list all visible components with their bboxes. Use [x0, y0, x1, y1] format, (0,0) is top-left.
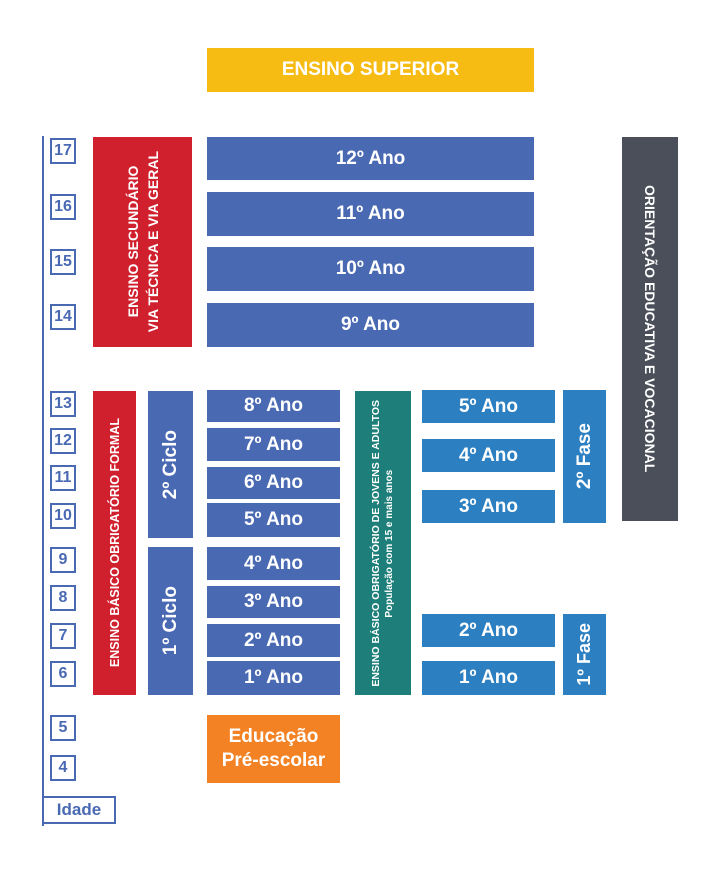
- fase-1-box: [563, 614, 606, 695]
- ensino-secundario-line1: ENSINO SECUNDÁRIO: [124, 166, 141, 318]
- basico-ano-2-label: 2º Ano: [243, 629, 303, 651]
- pre-escolar-line1: Educação: [228, 726, 319, 747]
- ensino-basico-formal-label: ENSINO BÁSICO OBRIGATÓRIO FORMAL: [107, 418, 122, 668]
- pre-escolar-line2: Pré-escolar: [221, 750, 326, 771]
- basico-ano-6-box: [207, 467, 340, 499]
- adultos-ano-3-label: 3º Ano: [458, 495, 518, 517]
- adultos-ano-2-box: [422, 614, 555, 647]
- ciclo-2-box: [148, 391, 193, 538]
- ciclo-1-box: [148, 547, 193, 695]
- pre-escolar-box: [207, 715, 340, 783]
- basico-ano-1-box: [207, 661, 340, 695]
- fase-2-label: 2º Fase: [573, 423, 595, 490]
- age-10: 10: [50, 503, 76, 529]
- age-8: 8: [50, 585, 76, 611]
- idade-label: Idade: [42, 796, 116, 824]
- basico-ano-5-label: 5º Ano: [243, 509, 303, 530]
- adultos-ano-2-label: 2º Ano: [458, 619, 518, 641]
- age-12: 12: [50, 428, 76, 454]
- adultos-ano-1-box: [422, 661, 555, 695]
- ano-12-label: 12º Ano: [335, 147, 406, 169]
- age-15: 15: [50, 249, 76, 275]
- ano-11-label: 11º Ano: [336, 203, 405, 224]
- ensino-basico-formal-box: [93, 391, 136, 695]
- ano-9-box: [207, 303, 534, 347]
- adultos-ano-4-label: 4º Ano: [458, 444, 518, 466]
- basico-ano-8-label: 8º Ano: [243, 395, 303, 416]
- ensino-secundario-box: [93, 137, 192, 347]
- ano-9-label: 9º Ano: [340, 314, 400, 335]
- adultos-ano-5-label: 5º Ano: [458, 395, 518, 417]
- age-6: 6: [50, 661, 76, 687]
- ano-10-label: 10º Ano: [335, 258, 406, 279]
- basico-ano-7-label: 7º Ano: [243, 433, 303, 455]
- adultos-ano-5-box: [422, 390, 555, 423]
- ano-11-box: [207, 192, 534, 236]
- orientacao-label: ORIENTAÇÃO EDUCATIVA E VOCACIONAL: [642, 185, 658, 473]
- basico-ano-3-box: [207, 586, 340, 618]
- basico-ano-3-label: 3º Ano: [243, 591, 303, 612]
- basico-ano-2-box: [207, 624, 340, 657]
- ciclo-2-label: 2º Ciclo: [159, 429, 181, 500]
- age-14: 14: [50, 304, 76, 330]
- basico-ano-6-label: 6º Ano: [243, 472, 303, 493]
- ano-12-box: [207, 137, 534, 180]
- ensino-secundario-line2: VIA TÉCNICA E VIA GERAL: [144, 151, 161, 333]
- ano-10-box: [207, 247, 534, 291]
- basico-ano-4-label: 4º Ano: [243, 552, 303, 574]
- basico-ano-7-box: [207, 428, 340, 461]
- age-17: 17: [50, 138, 76, 164]
- age-axis-line: [42, 136, 44, 826]
- age-9: 9: [50, 547, 76, 573]
- age-16: 16: [50, 194, 76, 220]
- ciclo-1-label: 1º Ciclo: [159, 586, 181, 656]
- basico-ano-5-box: [207, 503, 340, 537]
- basico-ano-4-box: [207, 547, 340, 580]
- ensino-superior-label: ENSINO SUPERIOR: [281, 59, 460, 80]
- age-11: 11: [50, 465, 76, 491]
- fase-2-box: [563, 390, 606, 523]
- adultos-ano-4-box: [422, 439, 555, 472]
- ensino-adultos-line2: População com 15 e mais anos: [384, 469, 395, 617]
- age-4: 4: [50, 755, 76, 781]
- ensino-adultos-line1: ENSINO BÁSICO OBRIGATÓRIO DE JOVENS E ADULTOS: [370, 399, 382, 687]
- ensino-superior-box: [207, 48, 534, 92]
- adultos-ano-1-label: 1º Ano: [458, 667, 518, 688]
- age-7: 7: [50, 623, 76, 649]
- adultos-ano-3-box: [422, 490, 555, 523]
- fase-1-label: 1º Fase: [574, 623, 594, 686]
- ensino-adultos-box: [355, 391, 411, 695]
- basico-ano-8-box: [207, 390, 340, 422]
- age-5: 5: [50, 715, 76, 741]
- orientacao-box: [622, 137, 678, 521]
- basico-ano-1-label: 1º Ano: [243, 667, 303, 688]
- age-13: 13: [50, 391, 76, 417]
